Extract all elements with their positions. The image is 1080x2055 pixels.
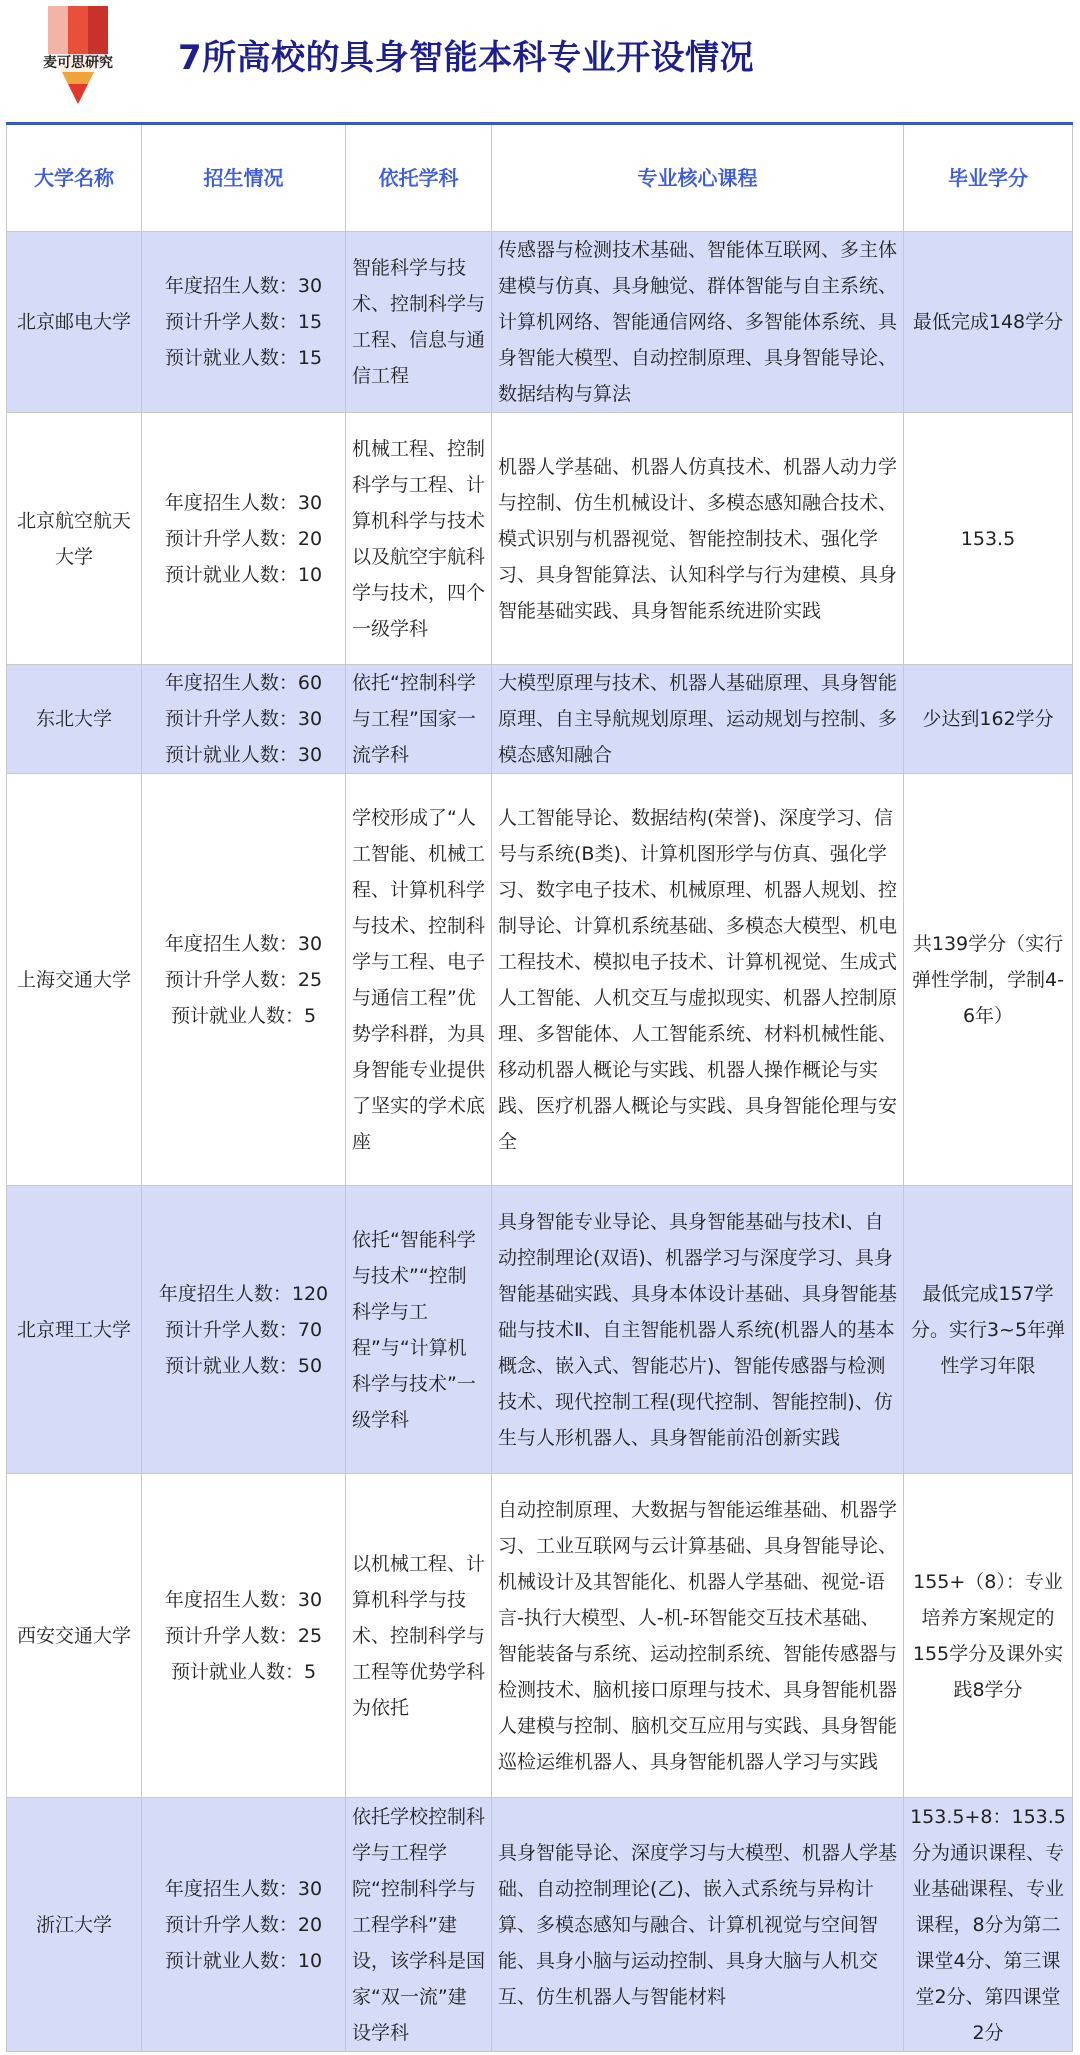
enrollment-line: 预计升学人数：25 [164,968,323,991]
courses-cell: 人工智能导论、数据结构(荣誉)、深度学习、信号与系统(B类)、计算机图形学与仿真、强化学习、数字电子技术、机械原理、机器人规划、控制导论、计算机系统基础、多模态大模型、机电工程技术、模拟电子技术、计算机视觉、生成式人工智能、人机交互与虚拟现实、机器人控制原理、多智能体、人工智能系统、材料机械性能、移动机器人概论与实践、机器人操作概论与实践、医疗机器人概论与实践、具身智能伦理与安全 [492,774,904,1186]
enrollment-line: 预计升学人数：30 [164,708,323,730]
credits-cell: 最低完成157学分。实行3~5年弹性学习年限 [904,1186,1073,1474]
credits-cell: 155+（8）：专业培养方案规定的155学分及课外实践8学分 [904,1474,1073,1798]
page-header [0,0,1080,122]
table-row [7,1186,1073,1474]
enrollment-line: 预计升学人数：25 [164,1624,323,1647]
courses-cell: 大模型原理与技术、机器人基础原理、具身智能原理、自主导航规划原理、运动规划与控制、多模态感知融合 [492,665,904,774]
enrollment-line: 预计升学人数：70 [164,1318,323,1341]
credits-cell: 153.5 [904,413,1073,665]
enrollment-cell [142,1186,346,1474]
university-cell: 浙江大学 [7,1798,142,2052]
enrollment-line: 年度招生人数：30 [164,275,323,297]
subject-cell: 依托“控制科学与工程”国家一流学科 [346,665,492,774]
enrollment-cell [142,774,346,1186]
column-header-university: 大学名称 [7,124,142,232]
courses-cell: 机器人学基础、机器人仿真技术、机器人动力学与控制、仿生机械设计、多模态感知融合技术、模式识别与机器视觉、智能控制技术、强化学习、具身智能算法、认知科学与行为建模、具身智能基础实践、具身智能系统进阶实践 [492,413,904,665]
university-cell: 北京邮电大学 [7,232,142,413]
enrollment-line: 预计升学人数：20 [164,527,323,550]
page-title: 7所高校的具身智能本科专业开设情况 [178,38,755,78]
credits-cell: 少达到162学分 [904,665,1073,774]
table-row [7,774,1073,1186]
subject-cell: 依托“智能科学与技术”“控制科学与工程”与“计算机科学与技术”一级学科 [346,1186,492,1474]
enrollment-line: 预计升学人数：15 [164,311,323,333]
enrollment-line: 预计就业人数：5 [170,1004,317,1027]
subject-cell: 智能科学与技术、控制科学与工程、信息与通信工程 [346,232,492,413]
enrollment-line: 预计就业人数：10 [164,563,323,586]
enrollment-line: 预计就业人数：30 [164,744,323,766]
subject-cell: 机械工程、控制科学与工程、计算机科学与技术以及航空宇航科学与技术，四个一级学科 [346,413,492,665]
university-cell: 北京航空航天大学 [7,413,142,665]
university-cell: 东北大学 [7,665,142,774]
courses-cell: 自动控制原理、大数据与智能运维基础、机器学习、工业互联网与云计算基础、具身智能导论、机械设计及其智能化、机器人学基础、视觉-语言-执行大模型、人-机-环智能交互技术基础、智能装备与系统、运动控制系统、智能传感器与检测技术、脑机接口原理与技术、具身智能机器人建模与控制、脑机交互应用与实践、具身智能巡检运维机器人、具身智能机器人学习与实践 [492,1474,904,1798]
majors-table [6,122,1073,2052]
enrollment-line: 预计就业人数：50 [164,1354,323,1377]
column-header-credits: 毕业学分 [904,124,1073,232]
enrollment-line: 年度招生人数：120 [158,1282,329,1305]
enrollment-line: 预计升学人数：20 [164,1913,323,1936]
table-row [7,1474,1073,1798]
enrollment-line: 年度招生人数：60 [164,672,323,694]
table-row [7,413,1073,665]
enrollment-line: 预计就业人数：10 [164,1949,323,1972]
subject-cell: 学校形成了“人工智能、机械工程、计算机科学与技术、控制科学与工程、电子与通信工程”优势学科群，为具身智能专业提供了坚实的学术底座 [346,774,492,1186]
column-header-courses: 专业核心课程 [492,124,904,232]
enrollment-line: 年度招生人数：30 [164,491,323,514]
table-row [7,665,1073,774]
university-cell: 北京理工大学 [7,1186,142,1474]
credits-cell: 共139学分（实行弹性学制，学制4-6年） [904,774,1073,1186]
table-header-row [7,124,1073,232]
table-row [7,232,1073,413]
enrollment-cell [142,1798,346,2052]
subject-cell: 依托学校控制科学与工程学院“控制科学与工程学科”建设，该学科是国家“双一流”建设学科 [346,1798,492,2052]
enrollment-cell [142,665,346,774]
courses-cell: 传感器与检测技术基础、智能体互联网、多主体建模与仿真、具身触觉、群体智能与自主系统、计算机网络、智能通信网络、多智能体系统、具身智能大模型、自动控制原理、具身智能导论、数据结构与算法 [492,232,904,413]
subject-cell: 以机械工程、计算机科学与技术、控制科学与工程等优势学科为依托 [346,1474,492,1798]
enrollment-line: 年度招生人数：30 [164,1588,323,1611]
enrollment-line: 预计就业人数：5 [170,1660,317,1683]
enrollment-line: 年度招生人数：30 [164,932,323,955]
credits-cell: 最低完成148学分 [904,232,1073,413]
enrollment-line: 预计就业人数：15 [164,347,323,369]
courses-cell: 具身智能专业导论、具身智能基础与技术Ⅰ、自动控制理论(双语)、机器学习与深度学习、具身智能基础实践、具身本体设计基础、具身智能基础与技术Ⅱ、自主智能机器人系统(机器人的基本概念、嵌入式、智能芯片)、智能传感器与检测技术、现代控制工程(现代控制、智能控制)、仿生与人形机器人、具身智能前沿创新实践 [492,1186,904,1474]
enrollment-line: 年度招生人数：30 [164,1877,323,1900]
column-header-enrollment: 招生情况 [142,124,346,232]
university-cell: 上海交通大学 [7,774,142,1186]
table-row [7,1798,1073,2052]
enrollment-cell [142,413,346,665]
credits-cell: 153.5+8：153.5分为通识课程、专业基础课程、专业课程，8分为第二课堂4分、第三课堂2分、第四课堂2分 [904,1798,1073,2052]
logo-text: 麦可思研究 [30,54,126,72]
enrollment-cell [142,1474,346,1798]
university-cell: 西安交通大学 [7,1474,142,1798]
column-header-subject: 依托学科 [346,124,492,232]
courses-cell: 具身智能导论、深度学习与大模型、机器人学基础、自动控制理论(乙)、嵌入式系统与异构计算、多模态感知与融合、计算机视觉与空间智能、具身小脑与运动控制、具身大脑与人机交互、仿生机器人与智能材料 [492,1798,904,2052]
maikesi-logo [30,6,126,106]
enrollment-cell [142,232,346,413]
